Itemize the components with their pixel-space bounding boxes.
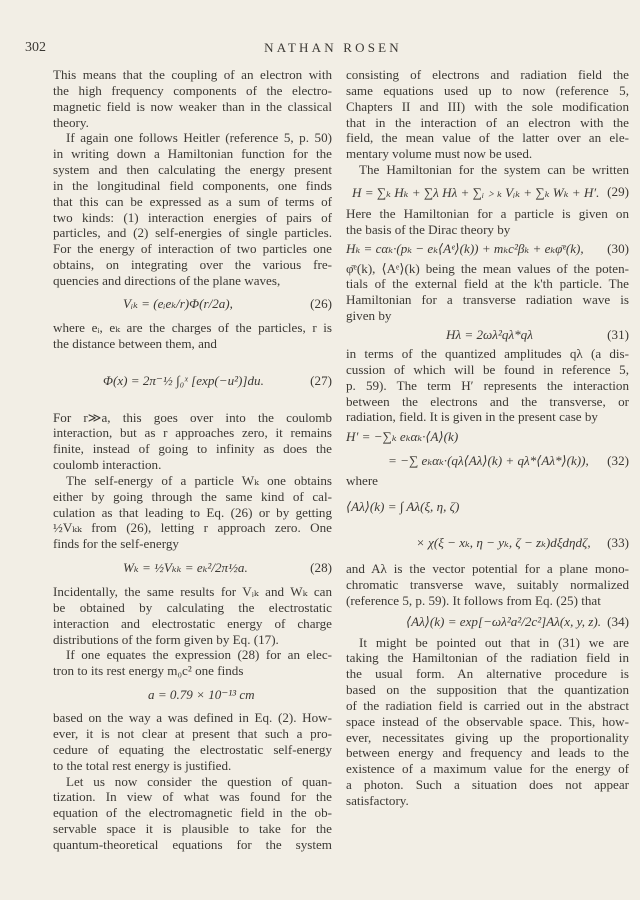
equation-number: (27) — [310, 372, 332, 388]
text-line: Let us now consider the question of quan- — [66, 773, 332, 789]
text-line: quencies and directions of the plane waves, — [53, 272, 281, 288]
text-line: ½Vₖₖ from (26), letting r approach zero. One — [53, 520, 332, 536]
text-line: the basis of the Dirac theory by — [346, 221, 511, 237]
text-line: interaction and electrostatic energy of charge — [53, 615, 332, 631]
text-line: For r≫a, this goes over into the coulomb — [53, 409, 332, 425]
equation-number: (29) — [607, 183, 629, 199]
equation-number: (30) — [607, 241, 629, 257]
text-line: the distance between them, and — [53, 335, 217, 351]
text-line: magnetic field is now weaker than in the classical — [53, 98, 332, 114]
equation-expression: ⟨Aλ⟩(k) = ∫ Aλ(ξ, η, ζ) — [346, 499, 460, 515]
text-line: φ̄ᵉ(k), ⟨Aᵉ⟩(k) being the mean values of the poten- — [346, 260, 629, 276]
equation — [53, 679, 332, 710]
equation-expression: Wₖ = ½Vₖₖ = eₖ²/2π½a. — [123, 560, 248, 576]
text-line: This means that the coupling of an electron with — [53, 67, 332, 82]
text-line: tials of the external field at the k'th particle. The — [346, 276, 629, 292]
text-line: theory. — [53, 114, 89, 130]
text-line: where — [346, 473, 378, 489]
text-line: ever, it is not clear at present that such a pro- — [53, 726, 332, 741]
text-line: tron to its rest energy m₀c² one finds — [53, 663, 244, 679]
equation-number: (26) — [310, 296, 332, 312]
text-line: given by — [346, 308, 392, 324]
text-line: system and then calculating the energy present — [53, 162, 332, 178]
left-column — [53, 67, 332, 853]
equation-expression: H′ = −∑ₖ eₖαₖ·⟨A⟩(k) — [346, 429, 459, 445]
text-line: finite, instead of going to infinity as does the — [53, 441, 332, 457]
text-line: finds for the self-energy — [53, 536, 179, 552]
text-line: equation of the electromagnetic field in the ob- — [53, 805, 332, 821]
equation-expression: ⟨Aλ⟩(k) = exp[−ωλ²a²/2c²]Aλ(x, y, z). — [406, 613, 601, 629]
text-line: to the total rest energy is justified. — [53, 757, 232, 773]
running-header: NATHAN ROSEN — [264, 40, 402, 55]
text-line: where eᵢ, eₖ are the charges of the particles, r is — [53, 319, 332, 335]
text-line: For the energy of interaction of two particles one — [53, 241, 332, 257]
text-line: satisfactory. — [346, 793, 409, 808]
text-line: a photon. Such a situation does not appear — [346, 777, 629, 793]
text-line: (reference 5, p. 59). It follows from Eq. (25) that — [346, 592, 601, 608]
text-line: two kinds: (1) interaction energies of pairs of — [53, 209, 332, 225]
equation-expression: a = 0.79 × 10⁻¹³ cm — [148, 686, 255, 702]
equation — [53, 552, 332, 584]
text-line: the usual form. An alternative procedure is — [346, 666, 629, 682]
text-line: in terms of the quantized amplitudes qλ (a dis- — [346, 345, 629, 361]
text-line: existence of a maximum value for the energy of — [346, 761, 629, 777]
equation — [346, 238, 629, 261]
equation-expression: = −∑ eₖαₖ·(qλ⟨Aλ⟩(k) + qλ*⟨Aλ*⟩(k)), — [388, 453, 589, 469]
right-column — [346, 67, 629, 809]
text-line: and Aλ is the vector potential for a plane mono- — [346, 561, 629, 577]
text-line: of the radiation field is carried out in the abstract — [346, 697, 629, 713]
page-number: 302 — [25, 40, 46, 55]
text-line: either by going through the same kind of cal- — [53, 488, 332, 504]
text-line: chromatic transverse wave, suitably normalized — [346, 576, 629, 592]
text-line: based on the way a was defined in Eq. (2). How- — [53, 710, 332, 726]
equation-number: (28) — [310, 560, 332, 576]
text-line: servable space it is plausible to take for the — [53, 821, 332, 837]
text-line: space instead of the observable space. This, how- — [346, 713, 629, 729]
text-line: field, the mean value of the latter over an ele- — [346, 130, 629, 146]
text-line: between energy and frequency and leads to the — [346, 745, 629, 761]
text-line: cedure of equating the electrostatic self-energy — [53, 741, 332, 757]
text-line: The Hamiltonian for the system can be written — [359, 162, 629, 178]
text-line: cussion of which will be found in reference 5, — [346, 361, 629, 377]
equation-expression: Φ(x) = 2π⁻½ ∫₀ˣ [exp(−u²)]du. — [103, 372, 264, 388]
equation — [346, 425, 629, 449]
text-line: coulomb interaction. — [53, 457, 162, 473]
equation — [53, 289, 332, 320]
equation-expression: × χ(ξ − xₖ, η − yₖ, ζ − zₖ)dξdηdζ, — [416, 535, 591, 551]
text-line: the high frequency components of the electro- — [53, 82, 332, 98]
text-line: in the longitudinal field components, one finds — [53, 177, 332, 193]
equation-number: (32) — [607, 453, 629, 469]
equation-expression: Hλ = 2ωλ²qλ*qλ — [446, 326, 533, 342]
equation-number: (31) — [607, 326, 629, 342]
equation — [346, 449, 629, 473]
text-line: based on the supposition that the quantization — [346, 682, 629, 698]
text-line: be obtained by calculating the electrostatic — [53, 599, 332, 615]
equation — [346, 178, 629, 206]
equation-number: (34) — [607, 613, 629, 629]
equation — [346, 489, 629, 525]
equation-expression: Vᵢₖ = (eᵢeₖ/r)Φ(r/2a), — [123, 296, 233, 312]
text-line: that in the interaction of an electron with the — [346, 114, 629, 130]
text-line: If again one follows Heitler (reference 5, p. 50) — [66, 130, 332, 146]
text-line: culation as that leading to Eq. (26) or by getting — [53, 504, 332, 520]
text-line: that this can be expressed as a sum of terms of — [53, 193, 332, 209]
text-line: Chapters II and III) with the sole modification — [346, 98, 629, 114]
text-line: quantum-theoretical equations for the system — [53, 836, 332, 852]
text-line: radiation, field. It is given in the present case by — [346, 409, 598, 425]
equation-number: (33) — [607, 535, 629, 551]
text-line: Hamiltonian for a transverse radiation wave is — [346, 292, 629, 308]
text-line: distributions of the form given by Eq. (17). — [53, 631, 279, 647]
text-line: ever, necessitates giving up the proportionality — [346, 729, 629, 745]
text-line: consisting of electrons and radiation field the — [346, 67, 629, 82]
text-line: particles, and (2) self-energies of single particles. — [53, 225, 332, 241]
text-line: obtains, on integrating over the various fre- — [53, 257, 332, 273]
equation — [53, 352, 332, 410]
equation — [346, 609, 629, 635]
text-line: interaction, but as r approaches zero, it remains — [53, 425, 332, 441]
text-line: p. 59). The term H′ represents the interaction — [346, 377, 629, 393]
equation-expression: H = ∑ₖ Hₖ + ∑λ Hλ + ∑ᵢ﹥ₖ Vᵢₖ + ∑ₖ Wₖ + H′. — [352, 185, 600, 201]
text-line: in writing down a Hamiltonian function for the — [53, 146, 332, 162]
text-line: between the electrons and the transverse, or — [346, 393, 629, 409]
text-line: Here the Hamiltonian for a particle is given on — [346, 205, 629, 221]
text-line: mentary volume must now be used. — [346, 146, 533, 162]
equation — [346, 525, 629, 561]
text-line: It might be pointed out that in (31) we are — [359, 634, 629, 650]
text-line: taking the Hamiltonian of the radiation field in — [346, 650, 629, 666]
text-line: The self-energy of a particle Wₖ one obtains — [66, 472, 332, 488]
text-line: Incidentally, the same results for Vᵢₖ and Wₖ can — [53, 584, 332, 600]
text-line: same equations used up to now (reference 5, — [346, 82, 629, 98]
text-line: If one equates the expression (28) for an elec- — [66, 647, 332, 663]
text-line: tization. In view of what was found for the — [53, 789, 332, 805]
equation — [346, 324, 629, 346]
equation-expression: Hₖ = cαₖ·(pₖ − eₖ⟨Aᵉ⟩(k)) + mₖc²βₖ + eₖφ̄ᵉ(k), — [346, 241, 584, 257]
